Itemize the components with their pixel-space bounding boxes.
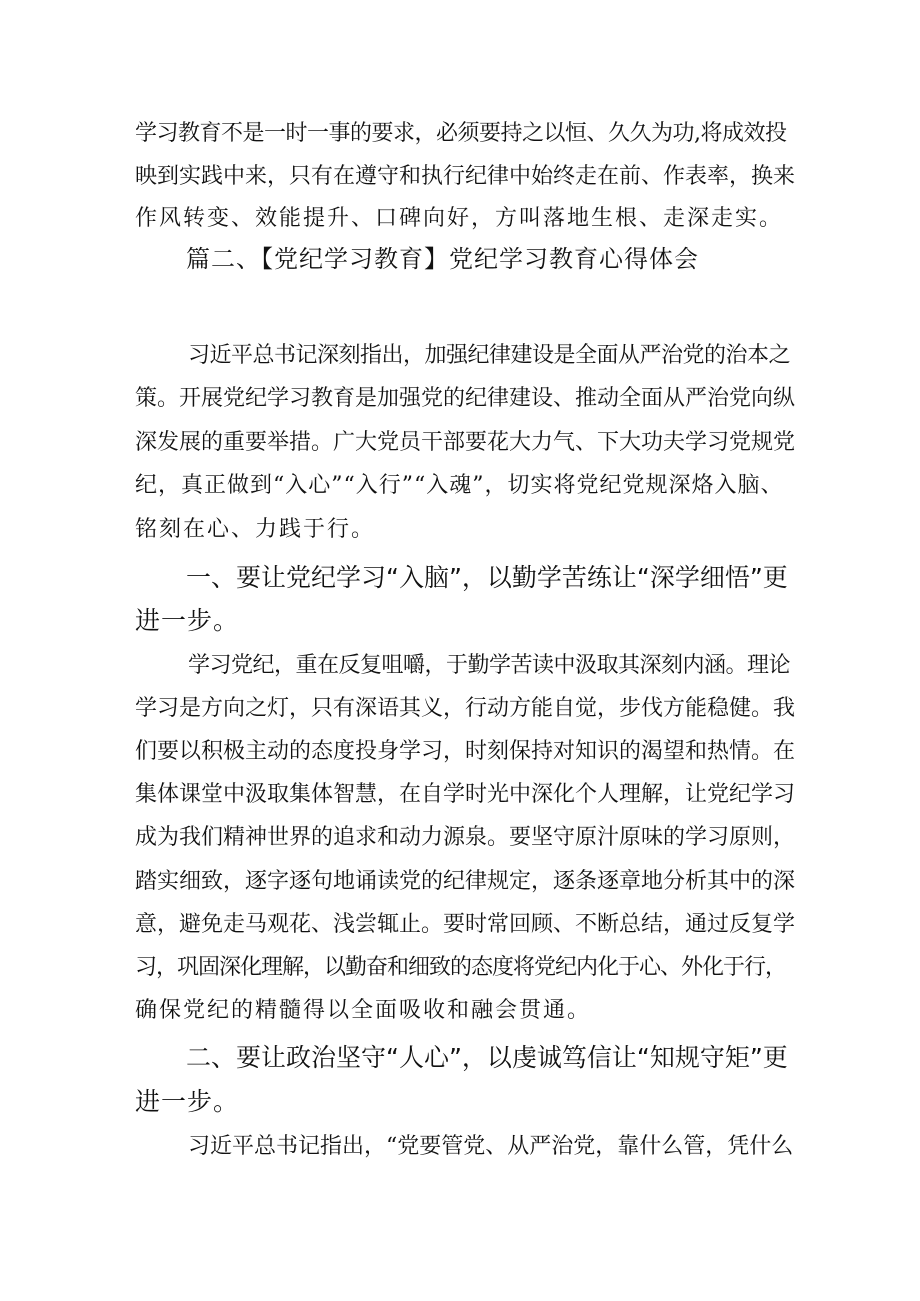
text-line: 策。开展党纪学习教育是加强党的纪律建设、推动全面从严治党向纵 bbox=[135, 386, 796, 411]
text-line: 深发展的重要举措。广大党员干部要花大力气、下大功夫学习党规党 bbox=[135, 430, 796, 455]
text-line: 集体课堂中汲取集体智慧，在自学时光中深化个人理解，让党纪学习 bbox=[135, 782, 796, 807]
heading-1-cont: 进一步。 bbox=[135, 606, 240, 635]
heading-2: 二、要让政治坚守“人心”，以虔诚笃信让“知规守矩”更 bbox=[186, 1043, 788, 1072]
text-line: 作风转变、效能提升、口碑向好，方叫落地生根、走深走实。 bbox=[135, 206, 784, 231]
text-line: 确保党纪的精髓得以全面吸收和融会贯通。 bbox=[135, 998, 592, 1023]
text-line: 意，避免走马观花、浅尝辄止。要时常回顾、不断总结，通过反复学 bbox=[135, 912, 796, 937]
text-line: 踏实细致，逐字逐句地诵读党的纪律规定，逐条逐章地分析其中的深 bbox=[135, 869, 796, 894]
text-line: 铭刻在心、力践于行。 bbox=[135, 517, 376, 542]
text-line: 学习是方向之灯，只有深语其义，行动方能自觉，步伐方能稳健。我 bbox=[135, 696, 796, 721]
text-line: 纪，真正做到“入心”“入行”“入魂”，切实将党纪党规深烙入脑、 bbox=[135, 473, 784, 498]
heading-1: 一、要让党纪学习“入脑”，以勤学苦练让“深学细悟”更 bbox=[186, 563, 788, 592]
section-title: 篇二、【党纪学习教育】党纪学习教育心得体会 bbox=[186, 245, 699, 273]
text-line: 成为我们精神世界的追求和动力源泉。要坚守原汁原味的学习原则， bbox=[135, 825, 796, 850]
text-line: 们要以积极主动的态度投身学习，时刻保持对知识的渴望和热情。在 bbox=[135, 739, 796, 764]
text-line: 习近平总书记指出，“党要管党、从严治党，靠什么管，凭什么 bbox=[188, 1134, 794, 1159]
text-line: 习，巩固深化理解，以勤奋和细致的态度将党纪内化于心、外化于行， bbox=[135, 955, 787, 980]
text-line: 映到实践中来，只有在遵守和执行纪律中始终走在前、作表率，换来 bbox=[135, 164, 796, 189]
text-line: 学习党纪，重在反复咀嚼，于勤学苦读中汲取其深刻内涵。理论 bbox=[188, 653, 791, 678]
heading-2-cont: 进一步。 bbox=[135, 1087, 240, 1116]
text-line: 习近平总书记深刻指出，加强纪律建设是全面从严治党的治本之 bbox=[188, 343, 791, 368]
text-line: 学习教育不是一时一事的要求，必须要持之以恒、久久为功,将成效投 bbox=[135, 121, 787, 146]
